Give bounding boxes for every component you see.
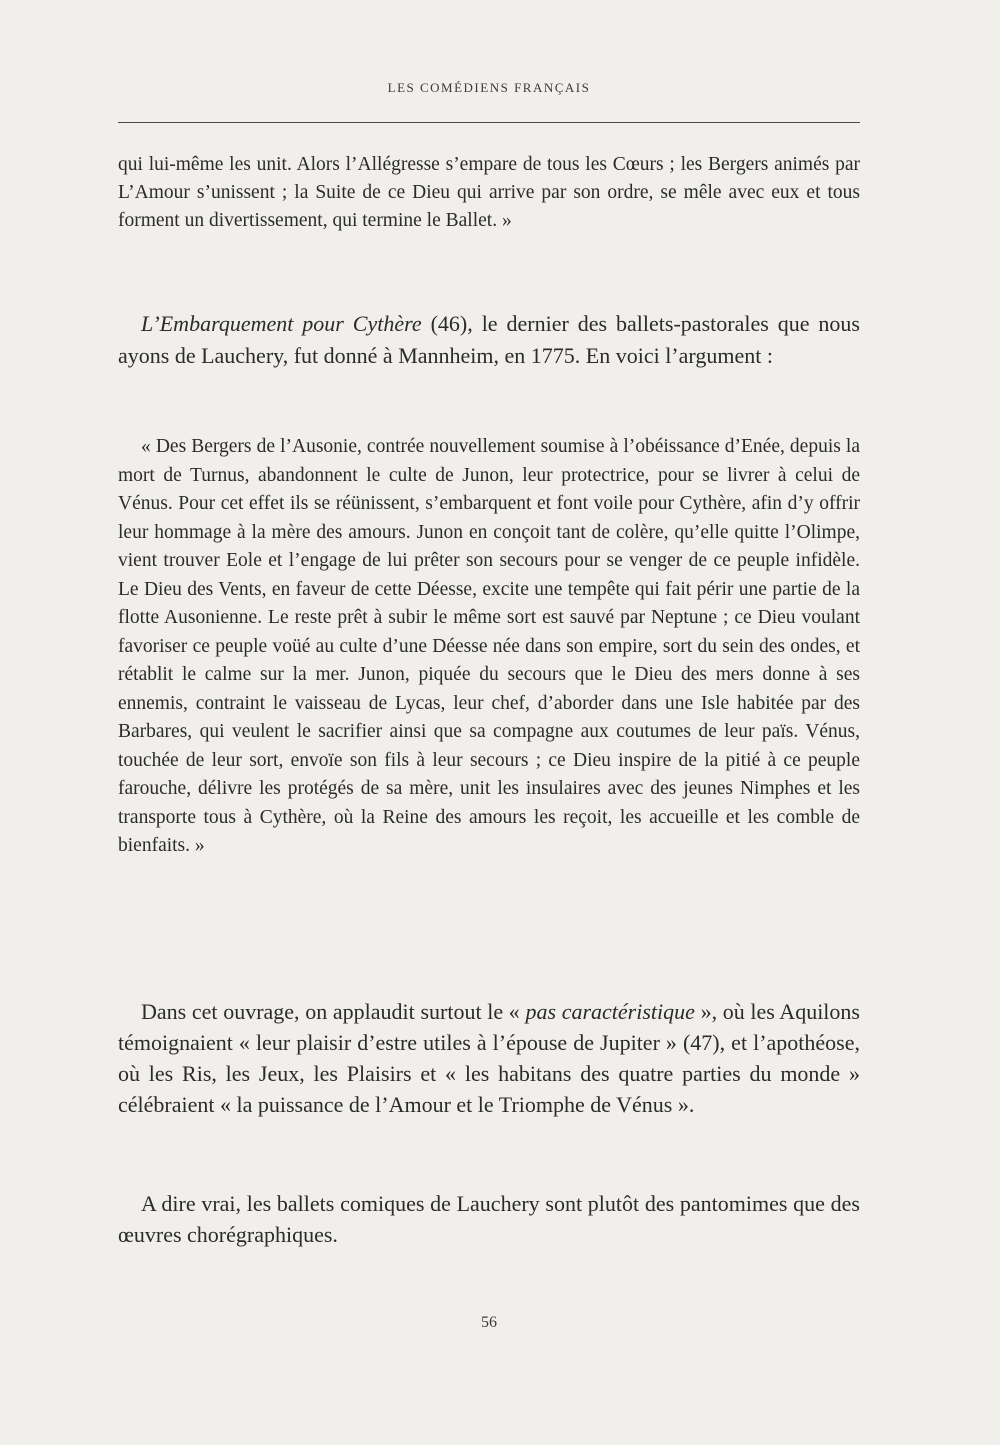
ouvrage-text-end: », où les Aquilons témoignaient « leur plaisir d’estre utiles à l’épouse de Jupiter » (47), et l’apothéose, où les Ris, les Jeux, les Plaisirs et « les habitans des quatre parties du monde » célébraient « la puissance de l’Amour et le Triomphe de Vénus ». <box>118 999 860 1117</box>
work-title: L’Embarquement pour Cythère <box>141 311 422 336</box>
running-head: LES COMÉDIENS FRANÇAIS <box>387 80 591 95</box>
page-number: 56 <box>481 1314 497 1331</box>
header-rule <box>118 122 860 123</box>
embarquement-paragraph <box>118 308 860 371</box>
ouvrage-paragraph <box>118 996 860 1120</box>
embarquement-text: (46), le dernier des ballets-pastorales que nous ayons de Lauchery, fut donné à Mannheim, en 1775. En voici l’argument : <box>118 311 860 368</box>
quote-continuation-paragraph: qui lui-même les unit. Alors l’Allégresse s’empare de tous les Cœurs ; les Bergers animés par L’Amour s’unissent ; la Suite de ce Dieu qui arrive par son ordre, se mêle avec eux et tous forment un divertissement, qui termine le Ballet. » <box>118 154 860 231</box>
argument-quote-paragraph: « Des Bergers de l’Ausonie, contrée nouvellement soumise à l’obéissance d’Enée, depuis la mort de Turnus, abandonnent le culte de Junon, leur protectrice, pour se livrer à celui de Vénus. Pour cet effet ils se réünissent, s’embarquent et font voile pour Cythère, afin d’y offrir leur hommage à la mère des amours. Junon en conçoit tant de colère, qu’elle quitte l’Olimpe, vient trouver Eole et l’engage de lui prêter son secours pour se venger de ce peuple infidèle. Le Dieu des Vents, en faveur de cette Déesse, excite une tempête qui fait périr une partie de la flotte Ausonienne. Le reste prêt à subir le même sort est sauvé par Neptune ; ce Dieu voulant favoriser ce peuple voüé au culte d’une Déesse née dans son empire, sort du sein des ondes, et rétablit le calme sur la mer. Junon, piquée du secours que le Dieu des mers donne à ses ennemis, contraint le vaisseau de Lycas, leur chef, d’aborder dans une Isle habitée par des Barbares, qui veulent le sacrifier ainsi que sa compagne aux coutumes de leur païs. Vénus, touchée de leur sort, envoïe son fils à leur secours ; ce Dieu inspire de la pitié à ce peuple farouche, délivre les protégés de sa mère, unit les insulaires avec des jeunes Nimphes et les transporte tous à Cythère, où la Reine des amours les reçoit, les accueille et les comble de bienfaits. » <box>118 436 860 856</box>
pas-caracteristique-phrase: pas caractéristique <box>525 999 695 1024</box>
closing-paragraph: A dire vrai, les ballets comiques de Lauchery sont plutôt des pantomimes que des œuvres chorégraphiques. <box>118 1191 860 1247</box>
ouvrage-text-start: Dans cet ouvrage, on applaudit surtout le « <box>141 999 526 1024</box>
